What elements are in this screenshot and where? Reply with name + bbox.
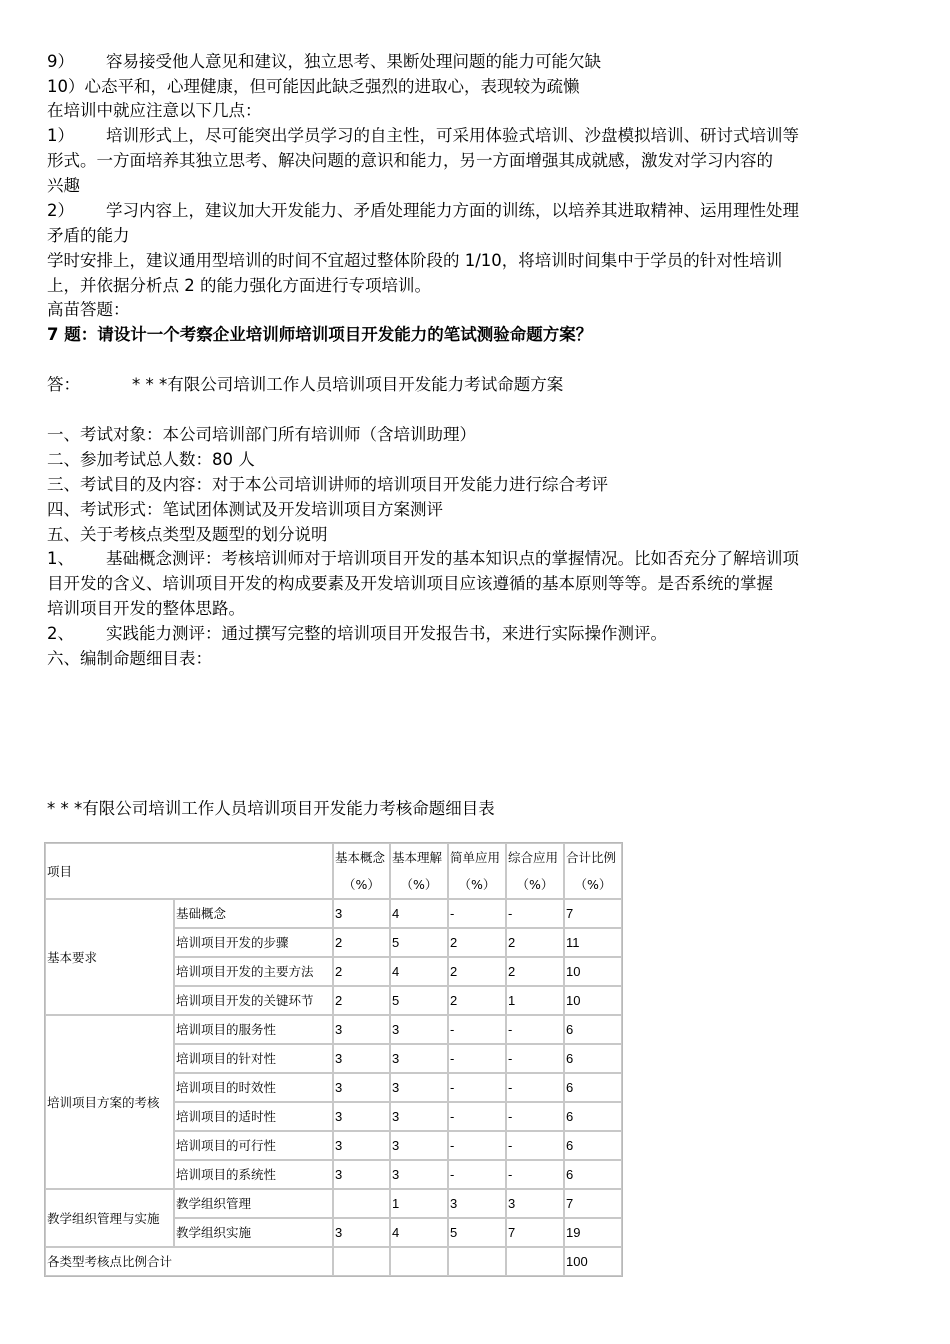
value-cell: 7 (506, 1218, 564, 1247)
column-header (448, 843, 506, 899)
item-label: 培训项目的时效性 (174, 1073, 333, 1102)
value-cell: 3 (390, 1044, 448, 1073)
exam-detail-table (44, 842, 623, 1277)
header-item: 项目 (45, 843, 333, 899)
question-heading: 7 题：请设计一个考察企业培训师培训项目开发能力的笔试测验命题方案？ (47, 325, 593, 344)
value-cell: - (448, 899, 506, 928)
item-label: 培训项目的系统性 (174, 1160, 333, 1189)
value-cell: 3 (390, 1015, 448, 1044)
value-cell: 2 (448, 986, 506, 1015)
column-header (506, 843, 564, 899)
value-cell: 2 (333, 957, 390, 986)
text-line: 1） 培训形式上，尽可能突出学员学习的自主性，可采用体验式培训、沙盘模拟培训、研讨式培训等 (47, 126, 799, 145)
text-line: 2） 学习内容上，建议加大开发能力、矛盾处理能力方面的训练，以培养其进取精神、运用理性处理 (47, 201, 799, 220)
value-cell: 5 (390, 986, 448, 1015)
value-cell: - (448, 1073, 506, 1102)
value-cell: 3 (390, 1073, 448, 1102)
text-line: 培训项目开发的整体思路。 (47, 599, 245, 618)
value-cell: - (506, 1131, 564, 1160)
column-header (564, 843, 622, 899)
value-cell: 6 (564, 1015, 622, 1044)
text-line: 高苗答题： (47, 300, 130, 319)
value-cell: 2 (506, 957, 564, 986)
text-line: 一、考试对象：本公司培训部门所有培训师（含培训助理） (47, 425, 476, 444)
total-row (45, 1247, 622, 1276)
value-cell: 2 (448, 928, 506, 957)
value-cell: 2 (333, 986, 390, 1015)
text-line: 10）心态平和，心理健康，但可能因此缺乏强烈的进取心，表现较为疏懒 (47, 77, 580, 96)
total-value-cell (390, 1247, 448, 1276)
column-header-label: 合计比例 (566, 850, 617, 865)
text-line: 三、考试目的及内容：对于本公司培训讲师的培训项目开发能力进行综合考评 (47, 475, 608, 494)
value-cell: 3 (333, 1073, 390, 1102)
value-cell: 5 (448, 1218, 506, 1247)
value-cell: 3 (333, 1044, 390, 1073)
total-value-cell (506, 1247, 564, 1276)
value-cell: 6 (564, 1102, 622, 1131)
item-label: 基础概念 (174, 899, 333, 928)
value-cell: 3 (333, 1218, 390, 1247)
table-header-row (45, 843, 622, 899)
value-cell: 2 (333, 928, 390, 957)
value-cell: 2 (448, 957, 506, 986)
value-cell: - (506, 1102, 564, 1131)
value-cell: 10 (564, 957, 622, 986)
column-header-unit: （%） (516, 877, 554, 892)
column-header-label: 基本理解 (392, 850, 443, 865)
value-cell: 3 (333, 1015, 390, 1044)
item-label: 培训项目的适时性 (174, 1102, 333, 1131)
value-cell: - (448, 1102, 506, 1131)
table-row (45, 1189, 622, 1218)
value-cell: 19 (564, 1218, 622, 1247)
column-header (333, 843, 390, 899)
value-cell: - (506, 899, 564, 928)
value-cell: 3 (390, 1131, 448, 1160)
table-row (45, 899, 622, 928)
item-label: 培训项目开发的关键环节 (174, 986, 333, 1015)
value-cell: 3 (333, 1131, 390, 1160)
group-label: 基本要求 (45, 899, 174, 1015)
group-label: 培训项目方案的考核 (45, 1015, 174, 1189)
column-header-unit: （%） (343, 877, 380, 892)
value-cell: 3 (333, 1160, 390, 1189)
table-caption: * * *有限公司培训工作人员培训项目开发能力考核命题细目表 (47, 799, 495, 818)
value-cell: - (448, 1044, 506, 1073)
value-cell: 11 (564, 928, 622, 957)
item-label: 培训项目的针对性 (174, 1044, 333, 1073)
value-cell: 2 (506, 928, 564, 957)
value-cell: 7 (564, 899, 622, 928)
total-value-cell (333, 1247, 390, 1276)
item-label: 培训项目开发的主要方法 (174, 957, 333, 986)
text-line: 二、参加考试总人数：80 人 (47, 450, 255, 469)
text-line: 五、关于考核点类型及题型的划分说明 (47, 525, 328, 544)
value-cell: 6 (564, 1131, 622, 1160)
text-line: 1、 基础概念测评：考核培训师对于培训项目开发的基本知识点的掌握情况。比如否充分了解培训项 (47, 549, 799, 568)
value-cell: 1 (390, 1189, 448, 1218)
column-header-unit: （%） (574, 877, 612, 892)
value-cell: 5 (390, 928, 448, 957)
text-line: 在培训中就应注意以下几点： (47, 101, 262, 120)
text-line: 兴趣 (47, 176, 80, 195)
column-header (390, 843, 448, 899)
value-cell: - (506, 1044, 564, 1073)
text-line: 六、编制命题细目表： (47, 649, 212, 668)
value-cell: 3 (448, 1189, 506, 1218)
value-cell: - (506, 1015, 564, 1044)
total-value-cell: 100 (564, 1247, 622, 1276)
text-line: 矛盾的能力 (47, 226, 130, 245)
text-line: 形式。一方面培养其独立思考、解决问题的意识和能力，另一方面增强其成就感，激发对学习内容的 (47, 151, 773, 170)
item-label: 培训项目的服务性 (174, 1015, 333, 1044)
column-header-label: 简单应用 (450, 850, 501, 865)
value-cell: 3 (333, 1102, 390, 1131)
value-cell: - (448, 1015, 506, 1044)
value-cell: 3 (390, 1102, 448, 1131)
value-cell: 7 (564, 1189, 622, 1218)
value-cell: - (448, 1131, 506, 1160)
answer-line: 答： * * *有限公司培训工作人员培训项目开发能力考试命题方案 (47, 375, 564, 394)
value-cell: 6 (564, 1044, 622, 1073)
value-cell: 10 (564, 986, 622, 1015)
value-cell: 3 (506, 1189, 564, 1218)
value-cell: - (448, 1160, 506, 1189)
table-row (45, 1015, 622, 1044)
column-header-label: 综合应用 (508, 850, 559, 865)
value-cell (333, 1189, 390, 1218)
text-line: 学时安排上，建议通用型培训的时间不宜超过整体阶段的 1/10，将培训时间集中于学员的针对性培训 (47, 251, 783, 270)
text-line: 四、考试形式：笔试团体测试及开发培训项目方案测评 (47, 500, 443, 519)
value-cell: 4 (390, 1218, 448, 1247)
item-label: 教学组织管理 (174, 1189, 333, 1218)
value-cell: 3 (333, 899, 390, 928)
text-line: 9） 容易接受他人意见和建议，独立思考、果断处理问题的能力可能欠缺 (47, 52, 601, 71)
value-cell: 4 (390, 957, 448, 986)
column-header-label: 基本概念 (335, 850, 386, 865)
value-cell: 6 (564, 1160, 622, 1189)
text-line: 上，并依据分析点 2 的能力强化方面进行专项培训。 (47, 276, 431, 295)
item-label: 培训项目的可行性 (174, 1131, 333, 1160)
item-label: 培训项目开发的步骤 (174, 928, 333, 957)
total-value-cell (448, 1247, 506, 1276)
value-cell: 3 (390, 1160, 448, 1189)
value-cell: 6 (564, 1073, 622, 1102)
value-cell: - (506, 1160, 564, 1189)
total-label: 各类型考核点比例合计 (45, 1247, 333, 1276)
value-cell: - (506, 1073, 564, 1102)
value-cell: 1 (506, 986, 564, 1015)
value-cell: 4 (390, 899, 448, 928)
item-label: 教学组织实施 (174, 1218, 333, 1247)
text-line: 目开发的含义、培训项目开发的构成要素及开发培训项目应该遵循的基本原则等等。是否系统的掌握 (47, 574, 773, 593)
group-label: 教学组织管理与实施 (45, 1189, 174, 1247)
column-header-unit: （%） (458, 877, 496, 892)
text-line: 2、 实践能力测评：通过撰写完整的培训项目开发报告书，来进行实际操作测评。 (47, 624, 667, 643)
column-header-unit: （%） (400, 877, 438, 892)
